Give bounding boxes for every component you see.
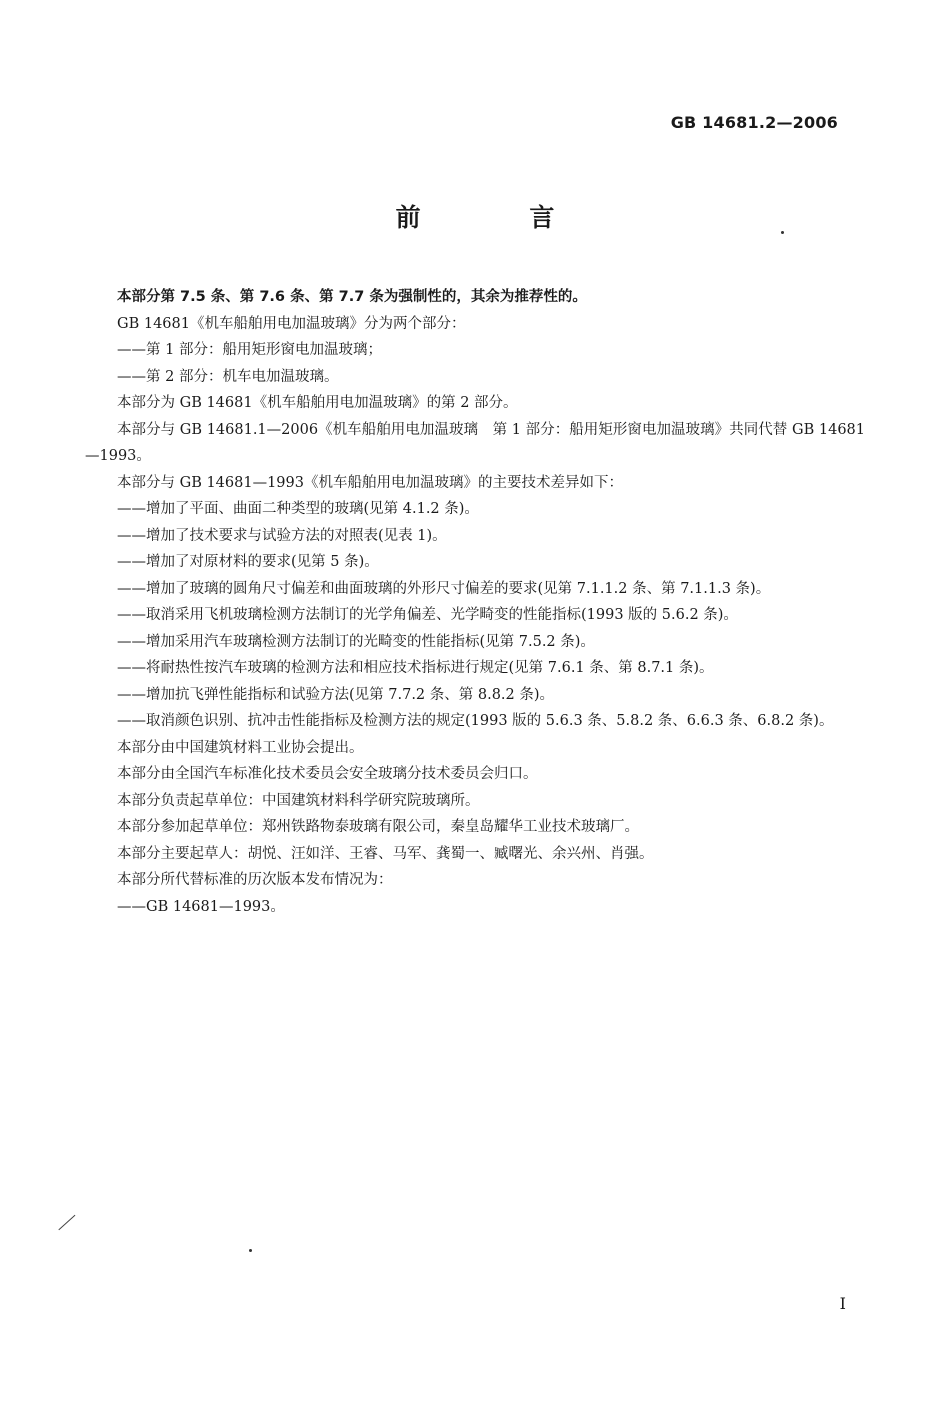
page-title: 前 言: [395, 203, 605, 232]
paragraph: 本部分第 7.5 条、第 7.6 条、第 7.7 条为强制性的，其余为推荐性的。: [117, 289, 587, 305]
standard-code: GB 14681.2—2006: [670, 113, 838, 132]
paragraph: 本部分由全国汽车标准化技术委员会安全玻璃分技术委员会归口。: [117, 766, 538, 782]
list-item: ——第 1 部分：船用矩形窗电加温玻璃；: [117, 342, 382, 358]
preface-body: [85, 284, 865, 920]
paragraph: 本部分为 GB 14681《机车船舶用电加温玻璃》的第 2 部分。: [117, 395, 518, 411]
paragraph: 本部分所代替标准的历次版本发布情况为：: [117, 872, 393, 888]
list-item: ——第 2 部分：机车电加温玻璃。: [117, 368, 339, 385]
list-item: ——增加采用汽车玻璃检测方法制订的光畸变的性能指标(见第 7.5.2 条)。: [117, 633, 595, 650]
paragraph: 本部分由中国建筑材料工业协会提出。: [117, 739, 364, 756]
paragraph: 本部分主要起草人：胡悦、汪如洋、王睿、马军、龚蜀一、臧曙光、余兴州、肖强。: [117, 845, 654, 862]
list-item: ——增加了玻璃的圆角尺寸偏差和曲面玻璃的外形尺寸偏差的要求(见第 7.1.1.2 条、第 7.1.1.3 条)。: [117, 580, 771, 597]
scan-slash-mark: [58, 1215, 75, 1231]
paragraph: 本部分负责起草单位：中国建筑材料科学研究院玻璃所。: [117, 792, 480, 809]
paragraph: 本部分与 GB 14681—1993《机车船舶用电加温玻璃》的主要技术差异如下：: [117, 474, 623, 491]
list-item: ——GB 14681—1993。: [117, 898, 285, 915]
list-item: ——将耐热性按汽车玻璃的检测方法和相应技术指标进行规定(见第 7.6.1 条、第 8.7.1 条)。: [117, 660, 714, 676]
paragraph: 本部分参加起草单位：郑州铁路物泰玻璃有限公司，秦皇岛耀华工业技术玻璃厂。: [117, 819, 639, 835]
page-number: I: [839, 1294, 846, 1313]
list-item: ——增加了平面、曲面二种类型的玻璃(见第 4.1.2 条)。: [117, 501, 479, 517]
list-item: ——增加抗飞弹性能指标和试验方法(见第 7.7.2 条、第 8.8.2 条)。: [117, 686, 555, 703]
list-item: ——增加了技术要求与试验方法的对照表(见表 1)。: [117, 527, 447, 544]
list-item: ——取消颜色识别、抗冲击性能指标及检测方法的规定(1993 版的 5.6.3 条、5.8.2 条、6.6.3 条、6.8.2 条)。: [117, 713, 834, 729]
list-item: ——取消采用飞机玻璃检测方法制订的光学角偏差、光学畸变的性能指标(1993 版的 5.6.2 条)。: [117, 607, 738, 623]
list-item: ——增加了对原材料的要求(见第 5 条)。: [117, 554, 379, 570]
paragraph: 本部分与 GB 14681.1—2006《机车船舶用电加温玻璃 第 1 部分：船用矩形窗电加温玻璃》共同代替 GB 14681—1993。: [85, 421, 865, 464]
scan-speck-mark: [781, 231, 784, 234]
scan-speck-mark: [249, 1249, 252, 1252]
paragraph: GB 14681《机车船舶用电加温玻璃》分为两个部分：: [117, 315, 466, 332]
